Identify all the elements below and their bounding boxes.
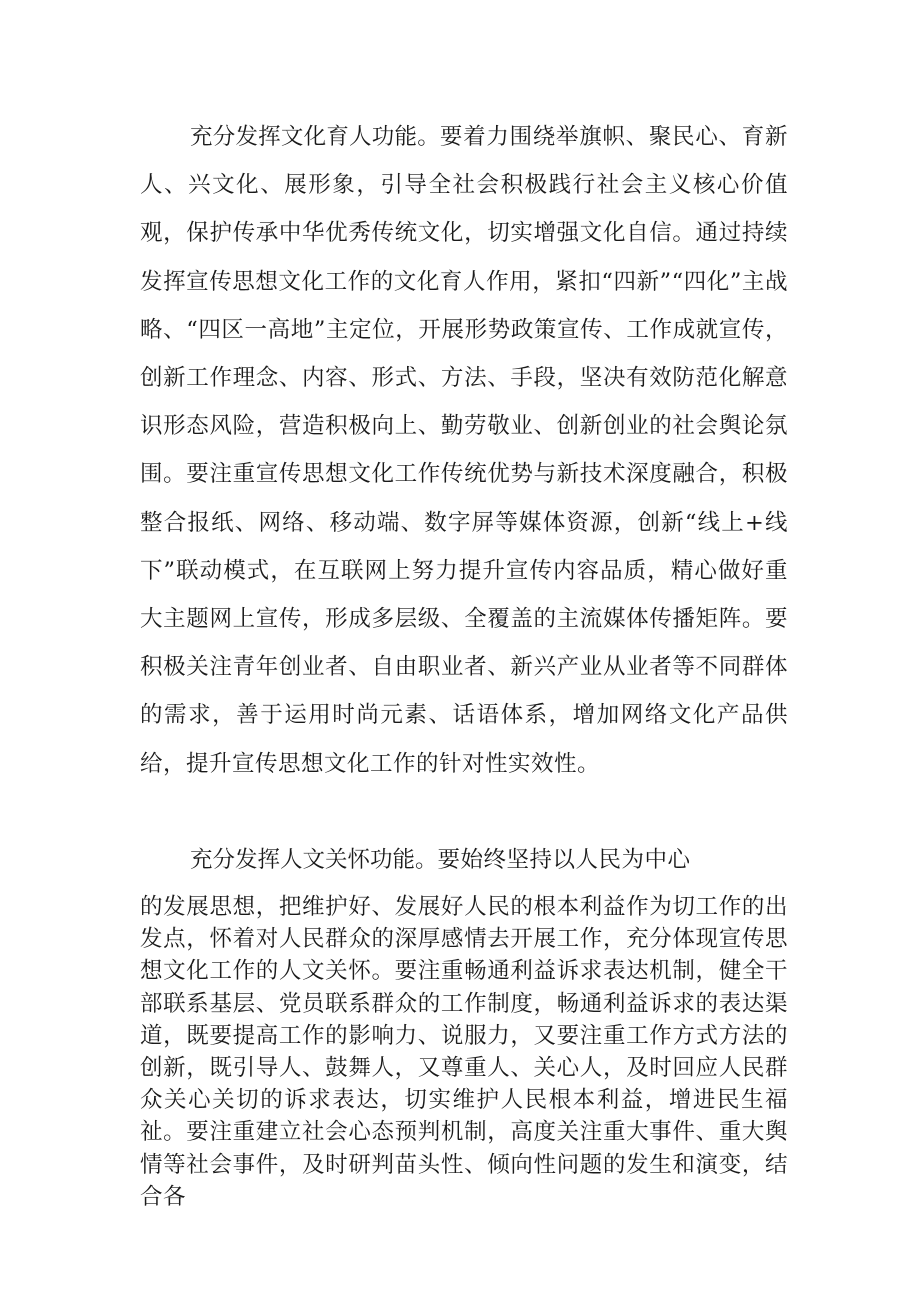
paragraph-head-text: 要始终坚持以人民为中心 — [437, 847, 691, 873]
paragraph-lead-heading: 充分发挥人文关怀功能。 — [190, 847, 438, 873]
paragraph-cultural-education — [140, 113, 788, 788]
paragraph-lead-heading: 充分发挥文化育人功能。 — [190, 124, 440, 150]
paragraph-humanistic-care-body: 的发展思想，把维护好、发展好人民的根本利益作为切工作的出发点，怀着对人民群众的深厚感情去开展工作，充分体现宣传思想文化工作的人文关怀。要注重畅通利益诉求表达机制，健全干部联系基层、党员联系群众的工作制度，畅通利益诉求的表达渠道，既要提高工作的影响力、说服力，又要注重工作方式方法的创新，既引导人、鼓舞人，又尊重人、关心人，及时回应人民群众关心关切的诉求表达，切实维护人民根本利益，增进民生福祉。要注重建立社会心态预判机制，高度关注重大事件、重大舆情等社会事件，及时研判苗头性、倾向性问题的发生和演变，结合各 — [140, 894, 788, 1210]
paragraph-humanistic-care-heading-line — [140, 840, 788, 880]
paragraph-body-text: 要着力围绕举旗帜、聚民心、育新人、兴文化、展形象，引导全社会积极践行社会主义核心价值观，保护传承中华优秀传统文化，切实增强文化自信。通过持续发挥宣传思想文化工作的文化育人作用，紧扣“四新”“四化”主战略、“四区一高地”主定位，开展形势政策宣传、工作成就宣传，创新工作理念、内容、形式、方法、手段，坚决有效防范化解意识形态风险，营造积极向上、勤劳敬业、创新创业的社会舆论氛围。要注重宣传思想文化工作传统优势与新技术深度融合，积极整合报纸、网络、移动端、数字屏等媒体资源，创新“线上+线下”联动模式，在互联网上努力提升宣传内容品质，精心做好重大主题网上宣传，形成多层级、全覆盖的主流媒体传播矩阵。要积极关注青年创业者、自由职业者、新兴产业从业者等不同群体的需求，善于运用时尚元素、话语体系，增加网络文化产品供给，提升宣传思想文化工作的针对性实效性。 — [140, 124, 788, 777]
